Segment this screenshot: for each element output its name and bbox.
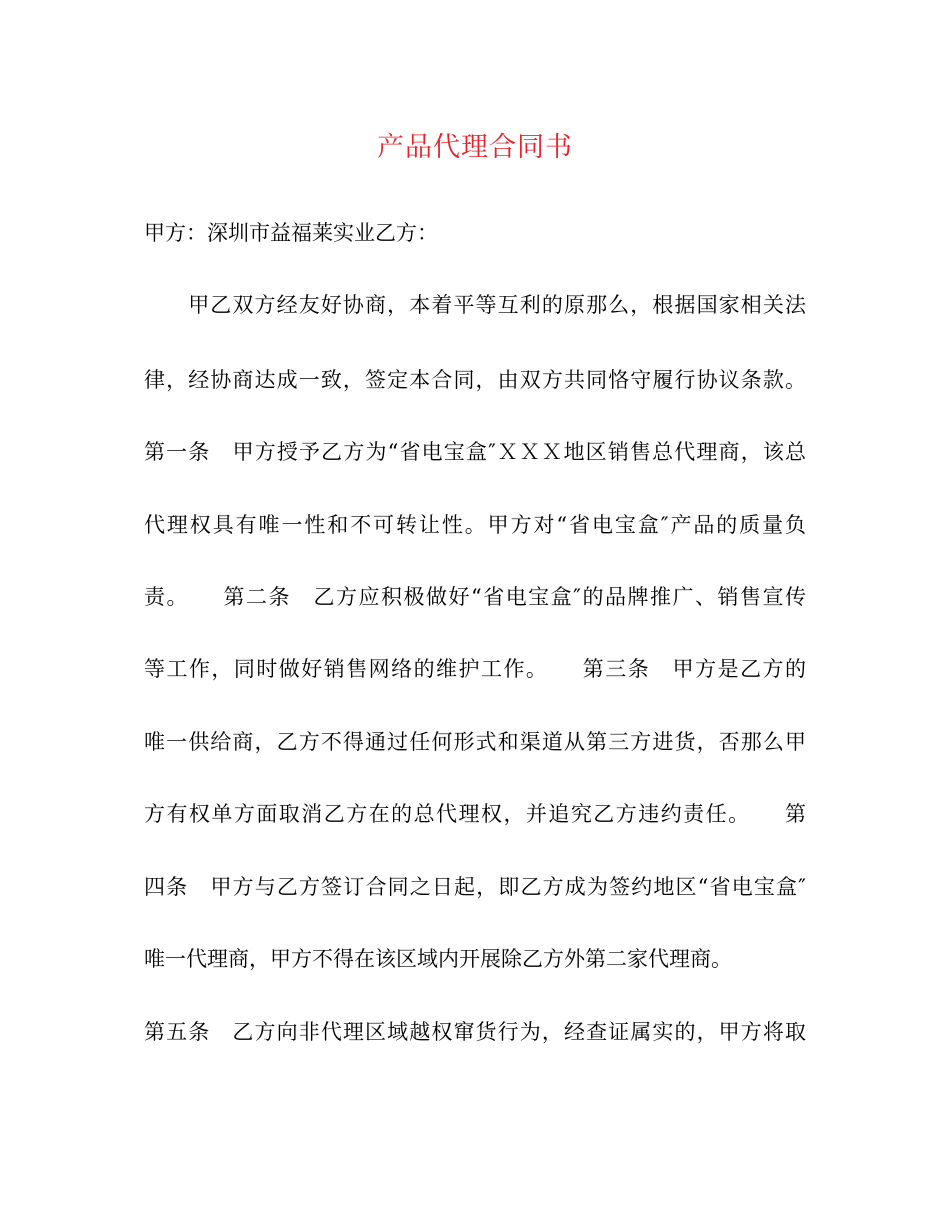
paragraph-line-3: 第一条 甲方授予乙方为“省电宝盒″ＸＸＸ地区销售总代理商，该总: [144, 440, 806, 464]
paragraph-line-10: 唯一代理商，甲方不得在该区域内开展除乙方外第二家代理商。: [144, 947, 732, 971]
paragraph-line-1: 甲乙双方经友好协商，本着平等互利的原那么，根据国家相关法: [144, 293, 806, 317]
paragraph-line-5: 责。 第二条 乙方应积极做好“省电宝盒″的品牌推广、销售宣传: [144, 585, 806, 609]
paragraph-line-7: 唯一供给商，乙方不得通过任何形式和渠道从第三方进货，否那么甲: [144, 730, 806, 754]
party-line: 甲方：深圳市益福莱实业乙方：: [144, 221, 438, 245]
paragraph-line-6: 等工作，同时做好销售网络的维护工作。 第三条 甲方是乙方的: [144, 657, 806, 681]
paragraph-line-4: 代理权具有唯一性和不可转让性。甲方对“省电宝盒″产品的质量负: [144, 513, 806, 537]
paragraph-line-2: 律，经协商达成一致，签定本合同，由双方共同恪守履行协议条款。: [144, 368, 806, 392]
paragraph-line-9: 四条 甲方与乙方签订合同之日起，即乙方成为签约地区“省电宝盒″: [144, 875, 806, 899]
document-title: 产品代理合同书: [377, 132, 573, 163]
paragraph-line-8: 方有权单方面取消乙方在的总代理权，并追究乙方违约责任。 第: [144, 802, 806, 826]
paragraph-line-11: 第五条 乙方向非代理区域越权窜货行为，经查证属实的，甲方将取: [144, 1020, 806, 1044]
